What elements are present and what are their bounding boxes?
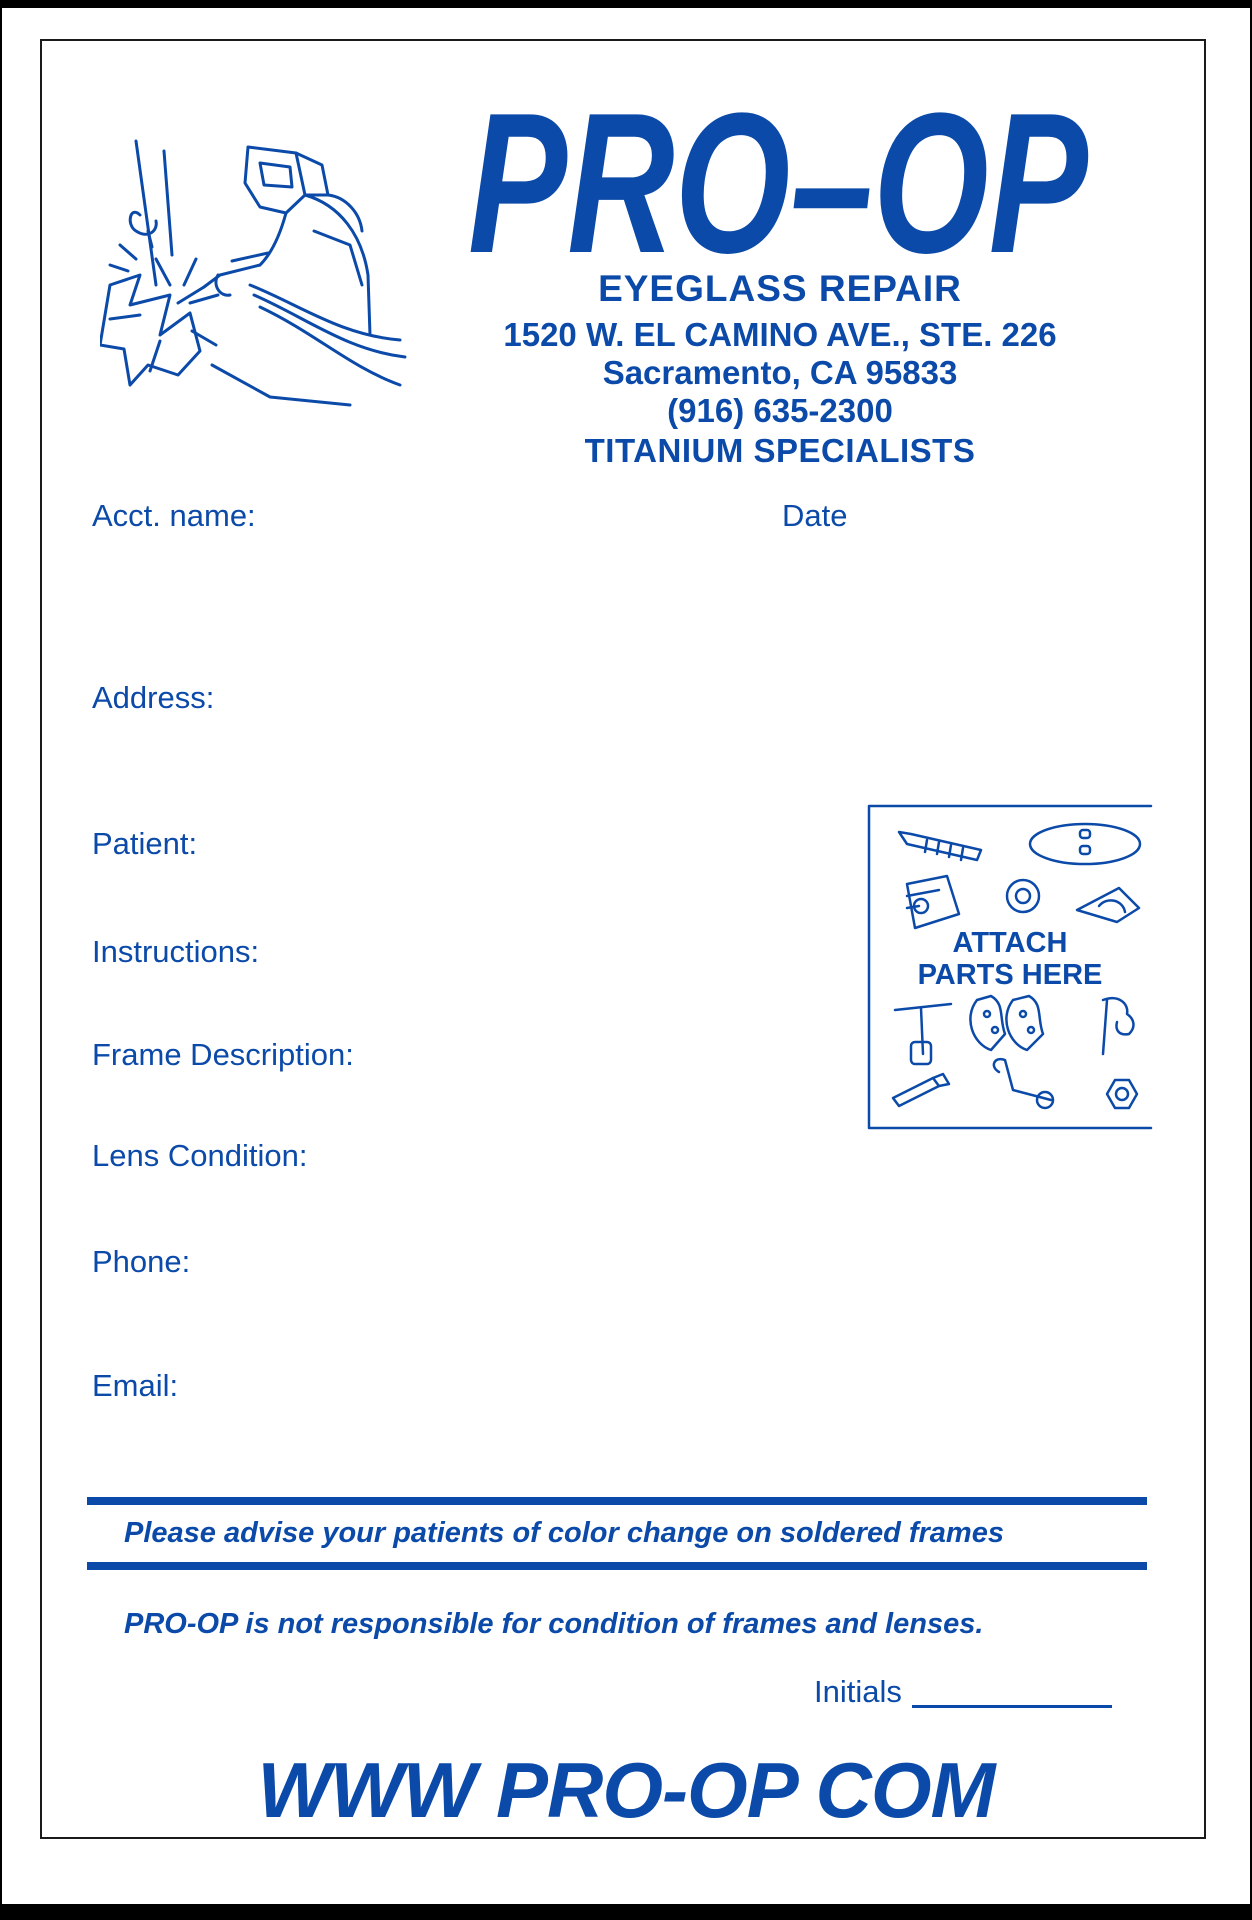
service-line: EYEGLASS REPAIR	[598, 268, 962, 309]
lens-condition-label: Lens Condition:	[92, 1138, 308, 1173]
specialty-line: TITANIUM SPECIALISTS	[584, 432, 976, 469]
eyeglass-parts-illustration-icon	[867, 804, 1153, 1130]
attach-line-1: ATTACH	[952, 927, 1068, 959]
city-line: Sacramento, CA 95833	[602, 354, 958, 391]
phone-label: Phone:	[92, 1244, 191, 1279]
acct-name-label: Acct. name:	[92, 498, 256, 533]
responsibility-notice: PRO-OP is not responsible for condition of frames and lenses.	[124, 1608, 984, 1640]
attach-line-2: PARTS HERE	[917, 959, 1103, 991]
initials-line	[912, 1705, 1112, 1708]
patient-label: Patient:	[92, 826, 198, 861]
email-label: Email:	[92, 1368, 179, 1403]
address-label: Address:	[92, 680, 215, 715]
shop-phone: (916) 635-2300	[667, 392, 893, 429]
street-address: 1520 W. EL CAMINO AVE., STE. 226	[503, 316, 1057, 353]
pro-op-logo	[458, 82, 1098, 282]
frame-description-label: Frame Description:	[92, 1037, 354, 1072]
color-change-notice: Please advise your patients of color change on soldered frames	[124, 1517, 1004, 1549]
bottom-rule	[87, 1562, 1147, 1570]
website-url: WWW PRO-OP COM	[257, 1746, 995, 1834]
welder-illustration-icon	[100, 135, 420, 415]
date-label: Date	[782, 498, 848, 533]
top-rule	[87, 1497, 1147, 1505]
initials-label: Initials	[814, 1674, 902, 1709]
logo-text: PRO–OP	[468, 82, 1089, 282]
instructions-label: Instructions:	[92, 934, 260, 969]
